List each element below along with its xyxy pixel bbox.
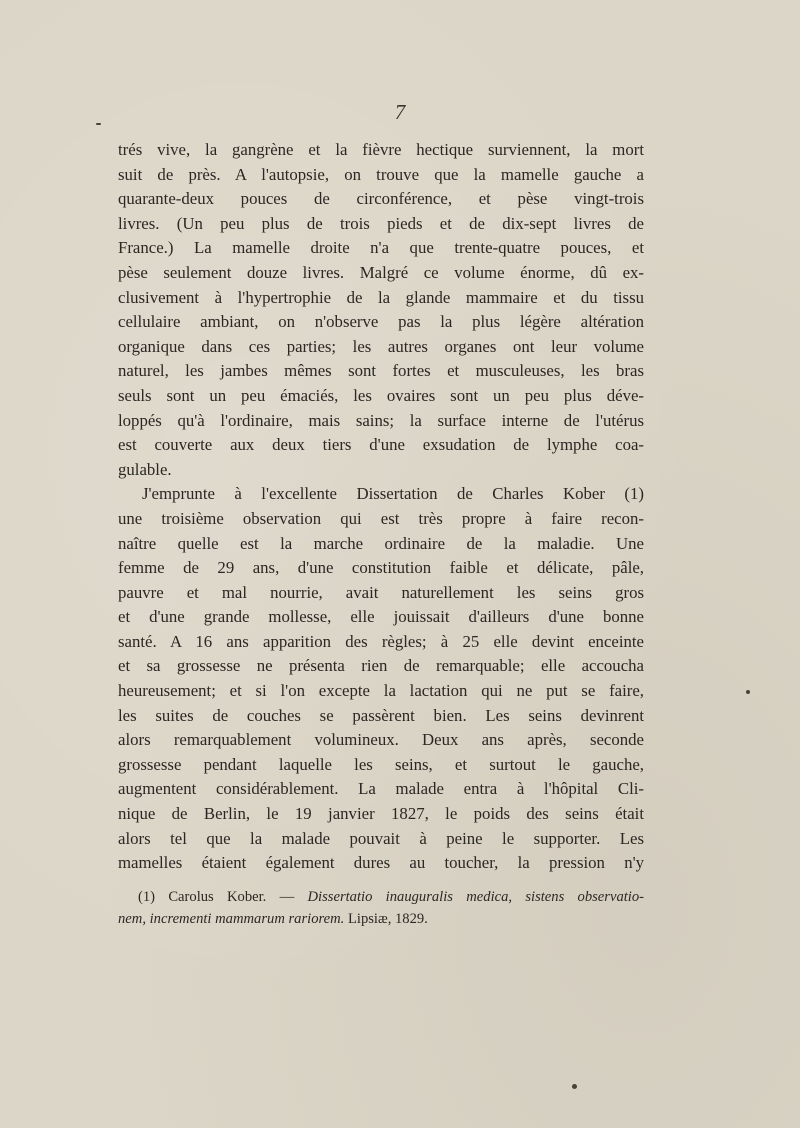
text-line: trés vive, la gangrène et la fièvre hectique surviennent, la mort (118, 140, 644, 159)
footnote-title-continued: nem, incrementi mammarum rariorem. (118, 911, 345, 927)
text-line: grossesse pendant laquelle les seins, et surtout le gauche, (118, 754, 644, 774)
text-line: mamelles étaient également dures au toucher, la pression n'y (118, 853, 644, 873)
text-line: gulable. (118, 459, 172, 479)
text-line: clusivement à l'hypertrophie de la glande mammaire et du tissu (118, 287, 644, 307)
footnote-title: Dissertatio inauguralis medica, sistens observatio- (307, 889, 644, 905)
paper-speck (96, 123, 101, 125)
footnote (118, 886, 644, 930)
text-line: France.) La mamelle droite n'a que trente-quatre pouces, et (118, 238, 644, 258)
text-line: femme de 29 ans, d'une constitution faible et délicate, pâle, (118, 558, 644, 578)
text-line: alors remarquablement volumineux. Deux ans après, seconde (118, 730, 644, 750)
text-line: pauvre et mal nourrie, avait naturellement les seins gros (118, 582, 644, 602)
paper-speck (572, 1084, 577, 1089)
body-text (118, 138, 644, 876)
text-line: nique de Berlin, le 19 janvier 1827, le poids des seins était (118, 804, 644, 824)
text-line: et d'une grande mollesse, elle jouissait d'ailleurs d'une bonne (118, 607, 644, 627)
text-line: seuls sont un peu émaciés, les ovaires sont un peu plus déve- (118, 385, 644, 405)
text-line: est couverte aux deux tiers d'une exsudation de lymphe coa- (118, 435, 644, 455)
text-line: les suites de couches se passèrent bien. Les seins devinrent (118, 705, 644, 725)
text-line: livres. (Un peu plus de trois pieds et de dix-sept livres de (118, 213, 644, 233)
text-line: suit de près. A l'autopsie, on trouve que la mamelle gauche a (118, 164, 644, 184)
page-number: 7 (394, 100, 406, 124)
text-line: organique dans ces parties; les autres organes ont leur volume (118, 336, 644, 356)
text-line: heureusement; et si l'on excepte la lactation qui ne put se faire, (118, 681, 644, 701)
footnote-line (118, 886, 644, 908)
text-line: une troisième observation qui est très propre à faire recon- (118, 508, 644, 528)
text-line: loppés qu'à l'ordinaire, mais sains; la surface interne de l'utérus (118, 410, 644, 430)
text-line: et sa grossesse ne présenta rien de remarquable; elle accoucha (118, 656, 644, 676)
text-line: naturel, les jambes mêmes sont fortes et musculeuses, les bras (118, 361, 644, 381)
text-line: naître quelle est la marche ordinaire de la maladie. Une (118, 533, 644, 553)
footnote-line (118, 908, 644, 930)
text-line: J'emprunte à l'excellente Dissertation de Charles Kober (1) (142, 484, 644, 504)
text-line: augmentent considérablement. La malade entra à l'hôpital Cli- (118, 779, 644, 799)
text-line: alors tel que la malade pouvait à peine le supporter. Les (118, 828, 644, 848)
paper-speck (746, 690, 750, 694)
footnote-author: Carolus Kober. — (168, 889, 295, 905)
text-line: santé. A 16 ans apparition des règles; à 25 elle devint enceinte (118, 631, 644, 651)
footnote-place-date: Lipsiæ, 1829. (347, 911, 428, 927)
text-line: cellulaire ambiant, on n'observe pas la plus légère altération (118, 312, 644, 332)
text-line: quarante-deux pouces de circonférence, et pèse vingt-trois (118, 189, 644, 209)
footnote-marker: (1) (138, 889, 156, 905)
text-line: pèse seulement douze livres. Malgré ce volume énorme, dû ex- (118, 262, 644, 282)
